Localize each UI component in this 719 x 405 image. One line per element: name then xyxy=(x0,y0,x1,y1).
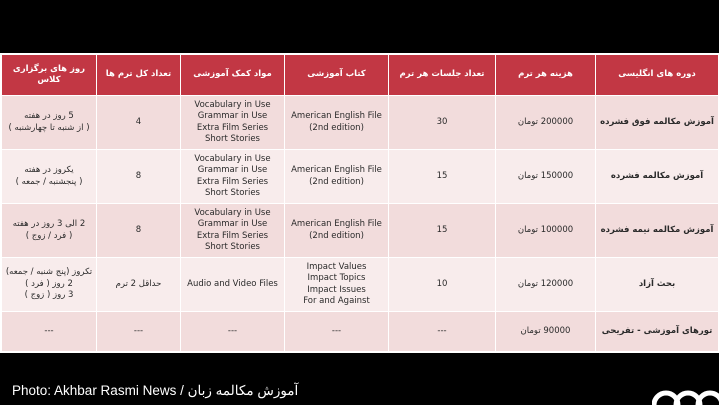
book-cell: --- xyxy=(285,312,389,352)
fee-cell: 150000 تومان xyxy=(496,150,596,204)
photo-credit-caption: Photo: Akhbar Rasmi News / آموزش مکالمه زبان xyxy=(12,383,299,398)
fee-cell: 200000 تومان xyxy=(496,96,596,150)
book-cell xyxy=(285,204,389,258)
material-line: Vocabulary in Use xyxy=(194,153,271,164)
days-line: یکروز در هفته xyxy=(24,165,74,176)
book-line: Impact Values xyxy=(306,261,367,272)
terms-cell: حداقل 2 ترم xyxy=(97,258,181,312)
material-line: Grammar in Use xyxy=(197,165,268,176)
fee-cell: 100000 تومان xyxy=(496,204,596,258)
days-line: ( پنجشنبه / جمعه ) xyxy=(15,176,83,187)
book-line: (2nd edition) xyxy=(309,122,364,133)
material-line: Vocabulary in Use xyxy=(194,207,271,218)
materials-cell xyxy=(181,96,285,150)
days-line: 5 روز در هفته xyxy=(24,111,74,122)
material-line: Grammar in Use xyxy=(197,219,268,230)
terms-cell: 8 xyxy=(97,204,181,258)
fee-cell: 90000 تومان xyxy=(496,312,596,352)
days-cell: --- xyxy=(2,312,97,352)
broadcaster-logo-icon xyxy=(652,382,719,405)
header-book: کتاب آموزشی xyxy=(285,55,389,96)
days-line: 3 روز ( زوج ) xyxy=(24,290,74,301)
materials-cell xyxy=(181,150,285,204)
days-cell xyxy=(2,258,97,312)
course-cell: آموزش مکالمه فشرده xyxy=(596,150,719,204)
book-line: For and Against xyxy=(303,295,370,306)
book-line: American English File xyxy=(291,165,382,176)
days-line: 2 روز ( فرد ) xyxy=(25,278,73,289)
header-sessions: تعداد جلسات هر ترم xyxy=(389,55,496,96)
book-line: (2nd edition) xyxy=(309,230,364,241)
days-line: 2 الی 3 روز در هفته xyxy=(12,219,86,230)
header-days: روز های برگزاری کلاس xyxy=(2,55,97,96)
course-cell: آموزش مکالمه نیمه فشرده xyxy=(596,204,719,258)
book-line: (2nd edition) xyxy=(309,176,364,187)
material-line: Extra Film Series xyxy=(196,122,269,133)
course-cell: آموزش مکالمه فوق فشرده xyxy=(596,96,719,150)
materials-cell xyxy=(181,204,285,258)
material-line: Audio and Video Files xyxy=(187,278,278,289)
days-line: ( فرد / زوج ) xyxy=(25,230,73,241)
terms-cell: 8 xyxy=(97,150,181,204)
materials-cell xyxy=(181,258,285,312)
header-materials: مواد کمک آموزشی xyxy=(181,55,285,96)
material-line: Short Stories xyxy=(205,187,260,198)
course-table xyxy=(1,54,719,352)
course-cell: بحث آزاد xyxy=(596,258,719,312)
material-line: Extra Film Series xyxy=(196,230,269,241)
book-cell xyxy=(285,258,389,312)
table-row xyxy=(2,96,719,150)
material-line: Short Stories xyxy=(205,133,260,144)
material-line: Vocabulary in Use xyxy=(194,99,271,110)
book-line: American English File xyxy=(291,219,382,230)
header-fee: هزینه هر ترم xyxy=(496,55,596,96)
book-line: American English File xyxy=(291,111,382,122)
material-line: Grammar in Use xyxy=(197,111,268,122)
table-row xyxy=(2,258,719,312)
sessions-cell: --- xyxy=(389,312,496,352)
material-line: Short Stories xyxy=(205,241,260,252)
book-cell xyxy=(285,96,389,150)
days-line: تکروز (پنج شنبه / جمعه) xyxy=(5,267,93,278)
table-row xyxy=(2,312,719,352)
sessions-cell: 15 xyxy=(389,204,496,258)
sessions-cell: 30 xyxy=(389,96,496,150)
header-terms: تعداد کل ترم ها xyxy=(97,55,181,96)
days-cell xyxy=(2,150,97,204)
table-row xyxy=(2,204,719,258)
days-line: ( از شنبه تا چهارشنبه ) xyxy=(8,122,90,133)
fee-cell: 120000 تومان xyxy=(496,258,596,312)
materials-cell: --- xyxy=(181,312,285,352)
course-cell: تورهای آموزشی - تفریحی xyxy=(596,312,719,352)
sessions-cell: 15 xyxy=(389,150,496,204)
header-course: دوره های انگلیسی xyxy=(596,55,719,96)
days-cell xyxy=(2,96,97,150)
material-line: Extra Film Series xyxy=(196,176,269,187)
course-table-slide xyxy=(0,53,719,353)
table-header-row xyxy=(2,55,719,96)
book-cell xyxy=(285,150,389,204)
book-line: Impact Issues xyxy=(307,284,366,295)
terms-cell: 4 xyxy=(97,96,181,150)
sessions-cell: 10 xyxy=(389,258,496,312)
days-cell xyxy=(2,204,97,258)
table-row xyxy=(2,150,719,204)
book-line: Impact Topics xyxy=(307,273,366,284)
terms-cell: --- xyxy=(97,312,181,352)
